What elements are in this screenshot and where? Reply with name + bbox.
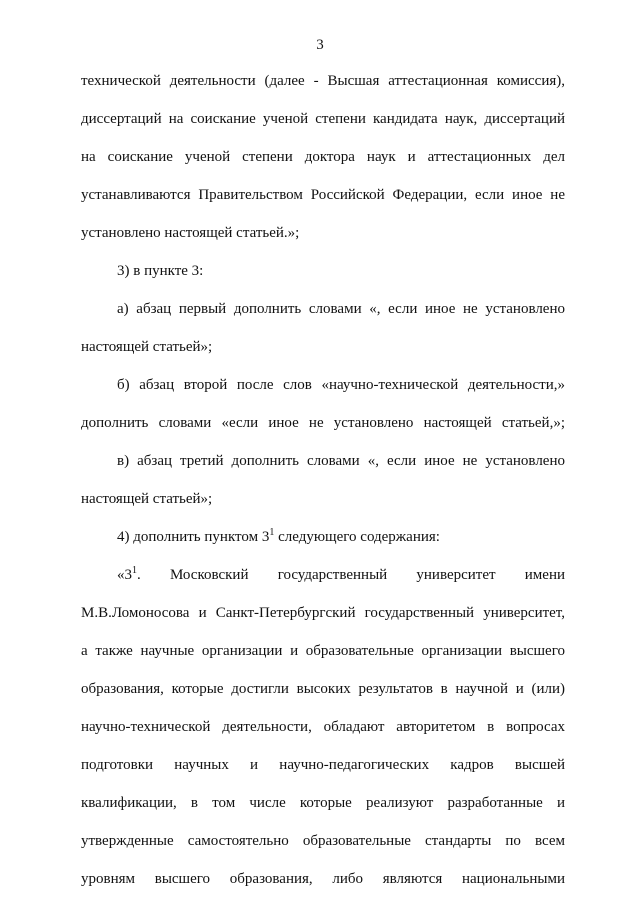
page-number: 3 (316, 37, 324, 53)
superscript: 1 (132, 565, 137, 576)
quoted-clause-start (81, 563, 565, 601)
text-line: образования, которые достигли высоких результатов в научной и (или) (81, 681, 565, 697)
text-line: дополнить словами «если иное не установлено настоящей статьей,»; (81, 415, 565, 431)
text-line: установлено настоящей статьей.»; (81, 225, 300, 241)
document-body (81, 69, 565, 905)
text-line: научно-технической деятельности, обладают авторитетом в вопросах (81, 719, 565, 735)
list-item-3b: б) абзац второй после слов «научно-технической деятельности,» (117, 377, 565, 393)
text-segment: следующего содержания: (274, 529, 440, 545)
text-line: настоящей статьей»; (81, 339, 213, 355)
text-line: уровням высшего образования, либо являются национальными (81, 871, 565, 887)
text-line: диссертаций на соискание ученой степени кандидата наук, диссертаций (81, 111, 565, 127)
text-line: а также научные организации и образовательные организации высшего (81, 643, 565, 659)
text-line: устанавливаются Правительством Российской Федерации, если иное не (81, 187, 565, 203)
text-line: утвержденные самостоятельно образовательные стандарты по всем (81, 833, 565, 849)
text-segment: 4) дополнить пунктом 3 (117, 529, 270, 545)
list-item-3c: в) абзац третий дополнить словами «, если иное не установлено (117, 453, 565, 469)
list-item-3a: а) абзац первый дополнить словами «, если иное не установлено (117, 301, 565, 317)
text-segment: «3 (117, 567, 132, 583)
text-line: на соискание ученой степени доктора наук и аттестационных дел (81, 149, 565, 165)
list-item-3: 3) в пункте 3: (117, 263, 204, 279)
text-segment: . Московский государственный университет имени (137, 567, 565, 583)
text-line: настоящей статьей»; (81, 491, 213, 507)
text-line: подготовки научных и научно-педагогических кадров высшей (81, 757, 565, 773)
superscript: 1 (269, 527, 275, 538)
text-line: технической деятельности (далее - Высшая аттестационная комиссия), (81, 73, 565, 89)
text-line: М.В.Ломоносова и Санкт-Петербургский государственный университет, (81, 605, 565, 621)
list-item-4 (81, 525, 565, 563)
text-line: квалификации, в том числе которые реализуют разработанные и (81, 795, 565, 811)
